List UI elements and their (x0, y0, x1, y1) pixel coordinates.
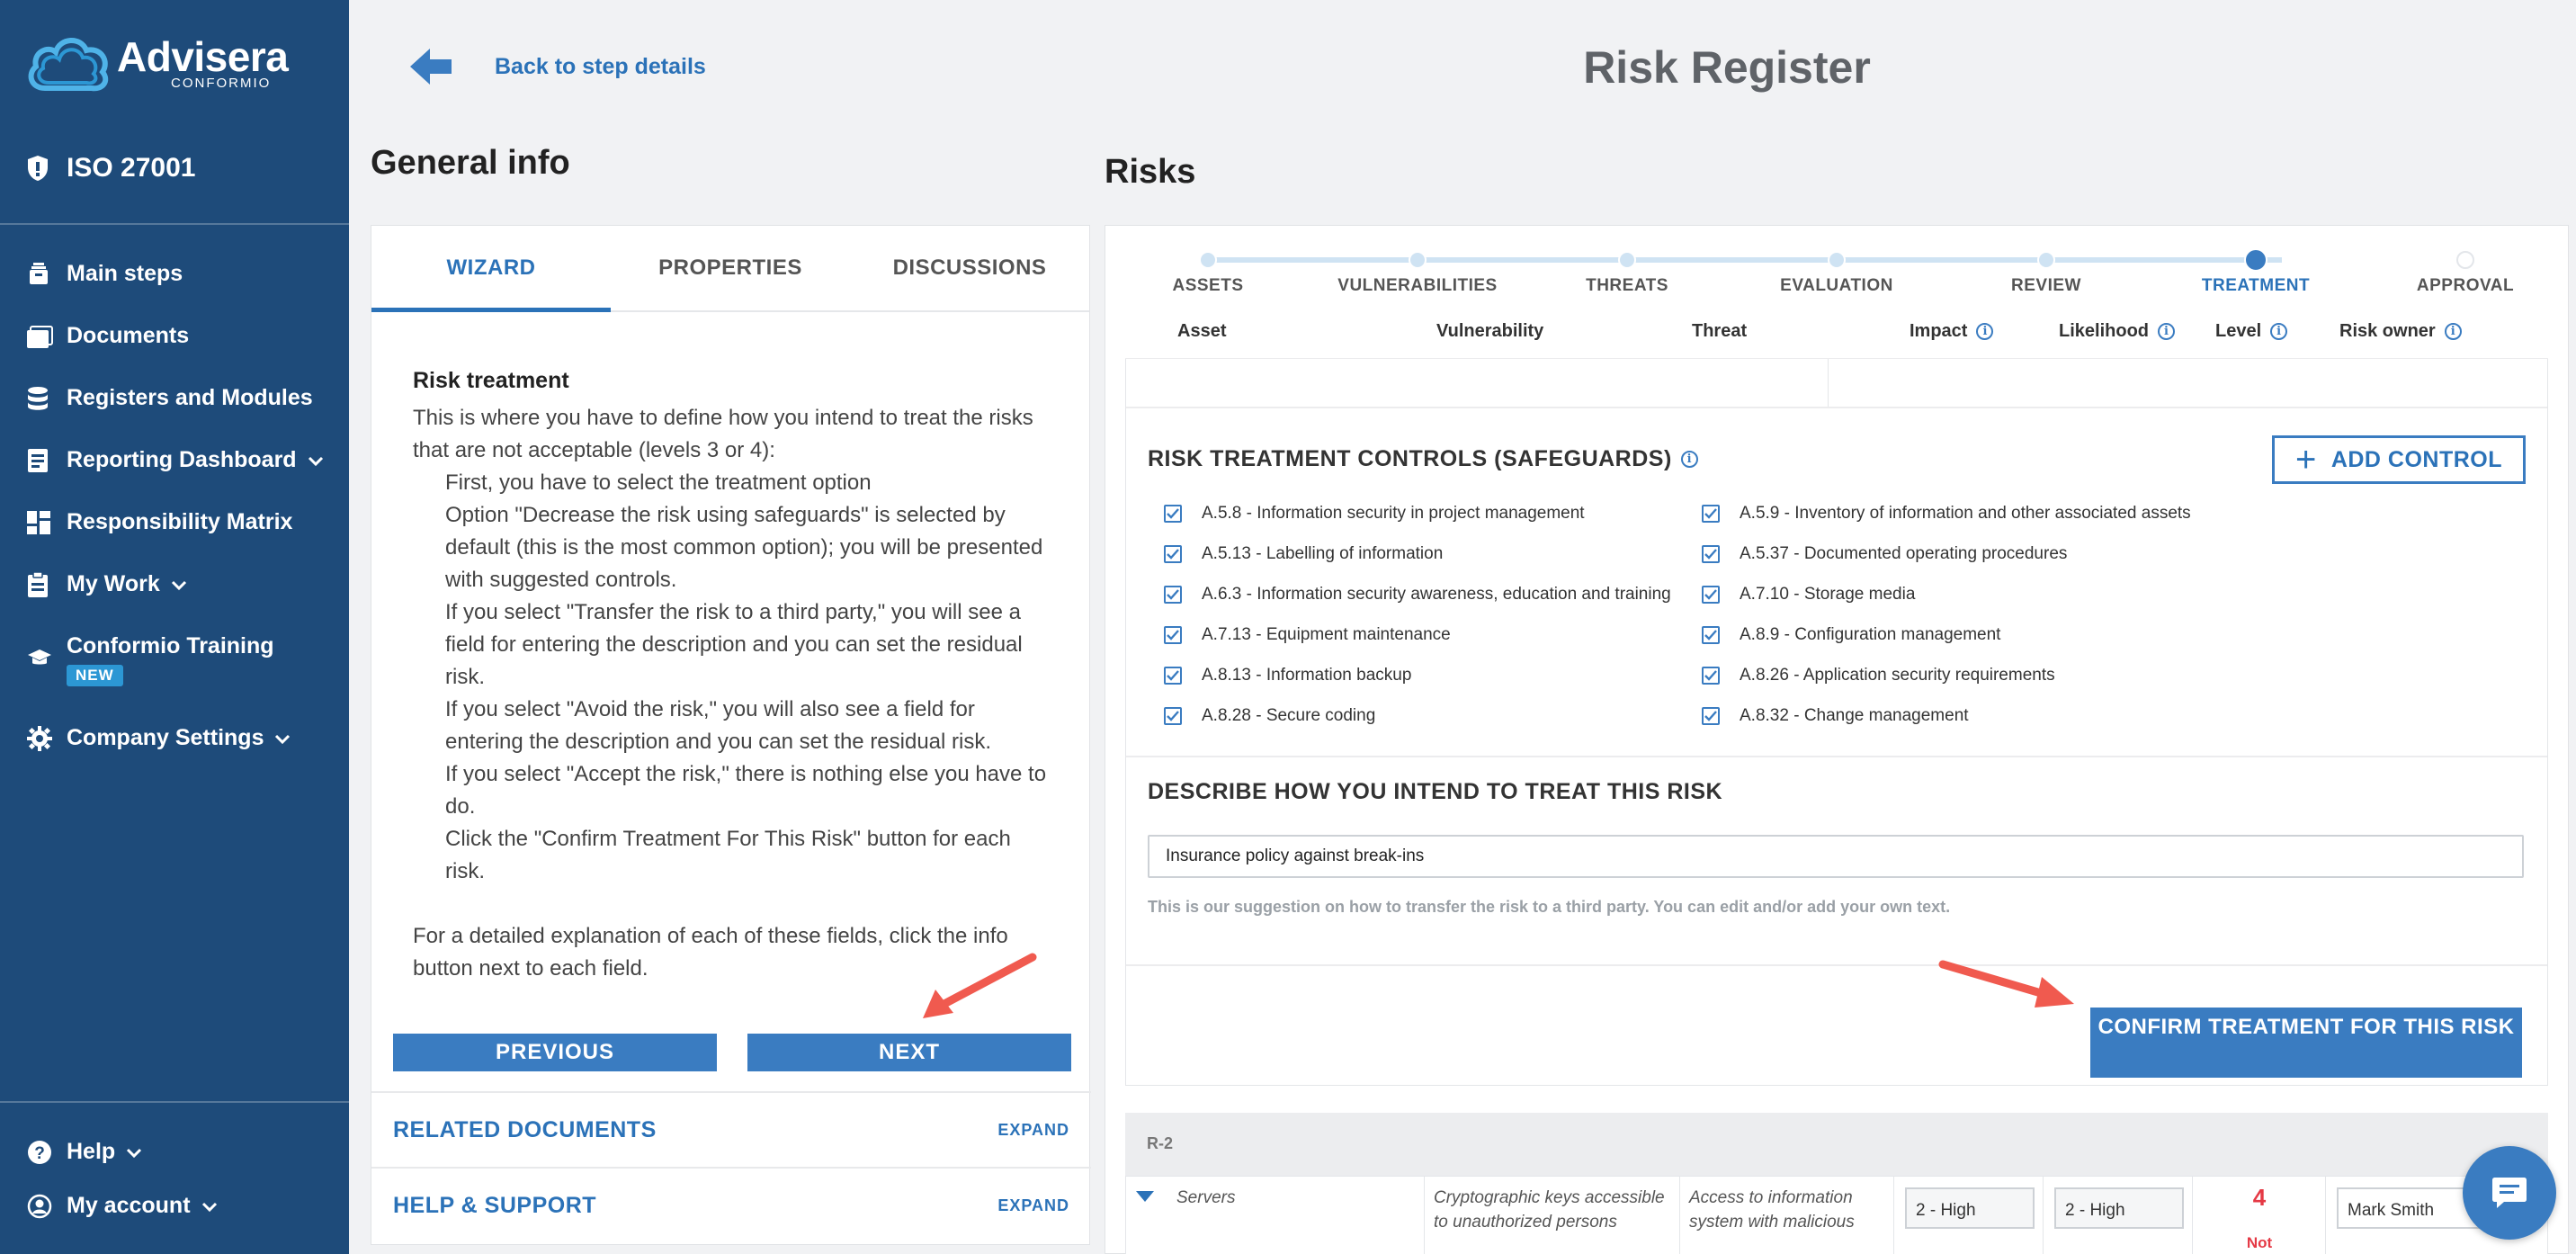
sidebar-item-label: Reporting Dashboard (67, 447, 297, 472)
sidebar-item-label: Documents (67, 323, 190, 348)
wizard-title: Risk treatment (413, 368, 569, 393)
sidebar-item-registers[interactable] (27, 385, 324, 447)
step-dot-approval[interactable] (2456, 251, 2474, 269)
cell-asset: Servers (1167, 1177, 1425, 1254)
user-icon (27, 1194, 52, 1219)
risk-r2-header[interactable]: R-2 (1125, 1113, 2548, 1176)
cell-threat: Access to information system with malicious (1680, 1177, 1894, 1254)
svg-text:?: ? (34, 1144, 45, 1163)
chevron-down-icon[interactable] (201, 1193, 218, 1219)
risks-heading: Risks (1105, 153, 1196, 191)
checkbox-checked-icon[interactable] (1164, 505, 1182, 523)
sidebar-item-label: Help (67, 1139, 116, 1164)
cell-level (2193, 1177, 2326, 1254)
wizard-step: First, you have to select the treatment option (445, 470, 872, 495)
control-item[interactable] (1164, 504, 1585, 524)
step-assets[interactable]: ASSETS (1172, 276, 1244, 295)
control-item[interactable] (1702, 666, 2055, 685)
wizard-step: If you select "Accept the risk," there is nothing else you have to do. (445, 762, 1047, 819)
sidebar-item-conformio-training[interactable] (27, 633, 324, 725)
sidebar-item-label: Main steps (67, 261, 183, 286)
risk-level-value: 4 (2252, 1184, 2267, 1211)
control-item[interactable] (1702, 625, 2000, 645)
treatment-description-input[interactable]: Insurance policy against break-ins (1148, 835, 2524, 878)
step-approval[interactable]: APPROVAL (2416, 276, 2515, 295)
control-item[interactable] (1702, 544, 2067, 564)
sidebar-item-reporting-dashboard[interactable] (27, 447, 324, 509)
chevron-down-icon[interactable] (308, 447, 324, 473)
col-likelihood (2059, 321, 2175, 342)
control-label: A.5.8 - Information security in project management (1202, 504, 1585, 523)
describe-heading: DESCRIBE HOW YOU INTEND TO TREAT THIS RISK (1148, 779, 1723, 804)
wizard-intro: This is where you have to define how you intend to treat the risks that are not acceptable (levels 3 or 4): (413, 406, 1033, 462)
graduation-cap-icon (27, 648, 52, 667)
sidebar-item-label: Conformio Training (67, 633, 274, 658)
chevron-down-icon[interactable] (126, 1139, 142, 1165)
control-label: A.8.26 - Application security requirements (1740, 666, 2055, 685)
checkbox-checked-icon[interactable] (1164, 707, 1182, 725)
chevron-down-icon[interactable] (171, 571, 187, 597)
back-label: Back to step details (495, 53, 706, 79)
checkbox-checked-icon[interactable] (1164, 626, 1182, 644)
grid-icon (27, 511, 50, 534)
step-evaluation[interactable]: EVALUATION (1780, 276, 1893, 295)
add-control-button[interactable] (2272, 435, 2526, 484)
col-threat: Threat (1692, 321, 1748, 341)
tab-wizard[interactable]: WIZARD (371, 226, 611, 310)
control-item[interactable] (1164, 544, 1443, 564)
related-documents-section (371, 1091, 1091, 1167)
general-info-panel (371, 225, 1090, 1245)
control-item[interactable] (1702, 706, 1969, 726)
step-dot-threats[interactable] (1618, 251, 1636, 269)
next-button[interactable]: NEXT (747, 1034, 1071, 1071)
sidebar-item-my-work[interactable] (27, 571, 324, 633)
sidebar-item-label: Registers and Modules (67, 385, 313, 410)
risk-stepper (1105, 226, 2570, 312)
sidebar (0, 0, 349, 1254)
step-dot-treatment[interactable] (2244, 248, 2267, 272)
sidebar-item-company-settings[interactable] (27, 725, 324, 787)
col-impact-label: Impact (1910, 321, 1968, 341)
control-label: A.8.9 - Configuration management (1740, 625, 2001, 644)
brand-name: Advisera (117, 32, 289, 80)
control-item[interactable] (1164, 585, 1671, 605)
likelihood-select[interactable]: 2 - High (2054, 1187, 2184, 1229)
checkbox-checked-icon[interactable] (1702, 667, 1720, 685)
checkbox-checked-icon[interactable] (1164, 667, 1182, 685)
expand-related-documents[interactable]: EXPAND (997, 1120, 1069, 1139)
control-label: A.5.13 - Labelling of information (1202, 544, 1444, 563)
row-toggle[interactable] (1126, 1177, 1167, 1254)
card-divider (1126, 964, 2547, 966)
sidebar-item-responsibility-matrix[interactable] (27, 509, 324, 571)
general-info-tabs (371, 226, 1089, 312)
tab-properties[interactable]: PROPERTIES (658, 255, 802, 280)
sidebar-item-documents[interactable] (27, 323, 324, 385)
col-risk-owner-label: Risk owner (2339, 321, 2436, 341)
control-label: A.6.3 - Information security awareness, education and training (1202, 585, 1671, 604)
sidebar-divider (0, 223, 349, 225)
related-documents-title: RELATED DOCUMENTS (393, 1116, 657, 1142)
wizard-step: Option "Decrease the risk using safeguards" is selected by default (this is the most common option); you will be presented with suggested controls. (445, 503, 1043, 592)
help-support-section (371, 1167, 1091, 1242)
step-treatment[interactable]: TREATMENT (2201, 276, 2311, 295)
chat-button[interactable] (2463, 1146, 2556, 1240)
risk-owner-select[interactable]: Mark Smith (2337, 1187, 2517, 1229)
col-level (2215, 321, 2287, 342)
control-label: A.5.37 - Documented operating procedures (1740, 544, 2068, 563)
checkbox-checked-icon[interactable] (1702, 707, 1720, 725)
checkbox-checked-icon[interactable] (1164, 545, 1182, 563)
control-item[interactable] (1164, 706, 1375, 726)
control-item[interactable] (1164, 625, 1451, 645)
info-icon[interactable]: i (1976, 323, 1993, 340)
wizard-step: Click the "Confirm Treatment For This Risk" button for each risk. (445, 827, 1011, 883)
add-control-label: ADD CONTROL (2330, 446, 2503, 472)
new-badge: NEW (67, 665, 123, 686)
suggestion-hint: This is our suggestion on how to transfer the risk to a third party. You can edit and/or add your own text. (1148, 898, 1951, 916)
sidebar-divider (0, 1101, 349, 1103)
col-impact (1910, 321, 1993, 342)
clipboard-icon (27, 572, 49, 597)
sidebar-item-label: Responsibility Matrix (67, 509, 293, 534)
step-dot-vulnerabilities[interactable] (1409, 251, 1427, 269)
wizard-step: If you select "Transfer the risk to a third party," you will see a field for entering the description and you can set the residual risk. (445, 600, 1023, 689)
control-item[interactable] (1702, 504, 2191, 524)
standard-label: ISO 27001 (67, 153, 196, 183)
checkbox-checked-icon[interactable] (1164, 586, 1182, 604)
chevron-down-icon[interactable] (274, 725, 291, 751)
back-link[interactable] (410, 47, 706, 86)
sidebar-item-label: My account (67, 1193, 191, 1218)
risks-panel (1105, 225, 2569, 1254)
advisera-logo[interactable] (25, 31, 288, 95)
checkbox-checked-icon[interactable] (1702, 586, 1720, 604)
control-label: A.8.28 - Secure coding (1202, 706, 1376, 725)
caret-down-icon (1135, 1190, 1155, 1203)
control-label: A.7.13 - Equipment maintenance (1202, 625, 1451, 644)
risk-level-note: Not (2246, 1234, 2273, 1251)
control-label: A.5.9 - Inventory of information and other associated assets (1740, 504, 2191, 523)
checkbox-checked-icon[interactable] (1702, 545, 1720, 563)
tab-discussions[interactable]: DISCUSSIONS (892, 255, 1047, 280)
help-support-title: HELP & SUPPORT (393, 1192, 597, 1218)
col-risk-owner (2339, 321, 2462, 342)
cloud-logo-icon (25, 31, 110, 95)
wizard-step: If you select "Avoid the risk," you will also see a field for entering the description and you can set the residual risk. (445, 697, 992, 754)
card-divider (1126, 407, 2547, 408)
wizard-footer: For a detailed explanation of each of these fields, click the info button next to each field. (413, 924, 1008, 981)
impact-select[interactable]: 2 - High (1905, 1187, 2035, 1229)
sidebar-item-help[interactable] (27, 1139, 218, 1193)
control-label: A.8.13 - Information backup (1202, 666, 1412, 685)
table-row[interactable] (1125, 1176, 2548, 1254)
plus-icon: + (2294, 440, 2317, 479)
help-icon (27, 1140, 52, 1165)
checkbox-checked-icon[interactable] (1702, 626, 1720, 644)
shield-icon (27, 155, 49, 182)
standard-selector[interactable] (27, 153, 195, 184)
stepper-track (1208, 257, 2282, 263)
controls-heading (1148, 446, 1698, 472)
col-likelihood-label: Likelihood (2059, 321, 2149, 341)
control-item[interactable] (1164, 666, 1411, 685)
sidebar-nav (27, 261, 324, 787)
step-review[interactable]: REVIEW (2011, 276, 2081, 295)
cell-impact (1894, 1177, 2044, 1254)
brand-sub: CONFORMIO (171, 75, 272, 91)
sidebar-bottom (27, 1139, 218, 1247)
control-item[interactable] (1702, 585, 1915, 605)
wizard-content (371, 312, 1089, 985)
annotation-arrow-icon (914, 950, 1040, 1026)
step-dot-review[interactable] (2037, 251, 2055, 269)
sidebar-item-label: My Work (67, 571, 160, 596)
col-vulnerability: Vulnerability (1436, 321, 1544, 341)
sidebar-item-label: Company Settings (67, 725, 264, 750)
wizard-steps (413, 467, 1048, 888)
info-icon[interactable]: i (2445, 323, 2462, 340)
cell-vulnerability: Cryptographic keys accessible to unauthorized persons (1425, 1177, 1680, 1254)
controls-heading-text: RISK TREATMENT CONTROLS (SAFEGUARDS) (1148, 446, 1672, 471)
step-dot-assets[interactable] (1199, 251, 1217, 269)
card-divider (1126, 756, 2547, 757)
info-icon[interactable]: i (1681, 451, 1698, 468)
column-header-bar (1125, 312, 2548, 359)
report-icon (27, 448, 49, 473)
page-title: Risk Register (1583, 42, 1871, 93)
control-label: A.7.10 - Storage media (1740, 585, 1916, 604)
folder-icon (27, 325, 54, 348)
cell-likelihood (2044, 1177, 2193, 1254)
step-dot-evaluation[interactable] (1828, 251, 1846, 269)
expand-help-support[interactable]: EXPAND (997, 1196, 1069, 1214)
database-icon (27, 386, 49, 411)
info-icon[interactable]: i (2158, 323, 2175, 340)
info-icon[interactable]: i (2270, 323, 2287, 340)
risk-treatment-card (1125, 312, 2548, 1086)
step-vulnerabilities[interactable]: VULNERABILITIES (1337, 276, 1498, 295)
confirm-treatment-button[interactable]: CONFIRM TREATMENT FOR THIS RISK (2090, 1008, 2522, 1078)
col-asset: Asset (1177, 321, 1227, 341)
previous-button[interactable]: PREVIOUS (393, 1034, 717, 1071)
sidebar-item-my-account[interactable] (27, 1193, 218, 1247)
sidebar-item-main-steps[interactable] (27, 261, 324, 323)
chat-bubble-icon (2491, 1176, 2527, 1210)
col-level-label: Level (2215, 321, 2262, 341)
stack-icon (27, 263, 50, 286)
gear-icon (27, 726, 52, 751)
annotation-arrow-icon (1936, 954, 2080, 1017)
back-arrow-icon (410, 47, 452, 86)
control-label: A.8.32 - Change management (1740, 706, 1969, 725)
step-threats[interactable]: THREATS (1586, 276, 1668, 295)
general-info-heading: General info (371, 144, 570, 182)
checkbox-checked-icon[interactable] (1702, 505, 1720, 523)
